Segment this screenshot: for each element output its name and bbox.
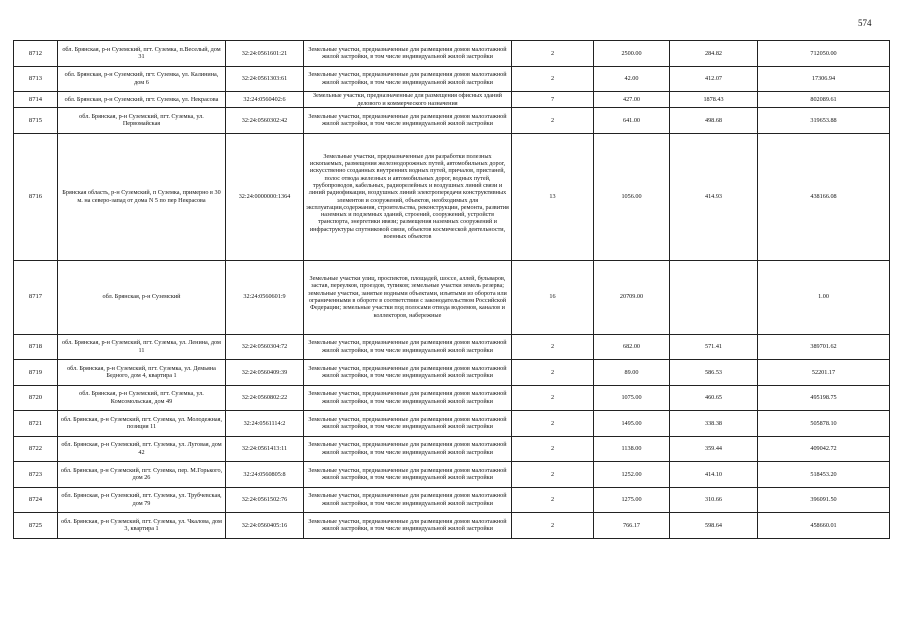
- group-cell: 2: [512, 385, 594, 411]
- rate-cell: 598.64: [670, 513, 758, 539]
- address-cell: обл. Брянская, р-н Суземский, пгт. Суземка, ул. Некрасова: [58, 92, 226, 108]
- row-number: 8724: [14, 487, 58, 513]
- table-row: [14, 385, 890, 411]
- area-cell: 2500.00: [594, 41, 670, 67]
- area-cell: 641.00: [594, 108, 670, 134]
- address-cell: обл. Брянская, р-н Суземский, пгт. Суземка, ул. Комсомольская, дом 49: [58, 385, 226, 411]
- rate-cell: 1878.43: [670, 92, 758, 108]
- table-row: [14, 360, 890, 386]
- land-use-cell: Земельные участки улиц, проспектов, площадей, шоссе, аллей, бульваров, застав, переулков, проездов, тупиков; земельные участки земель резерва; земельные участки, занятые водными объектами, изъятыми из оборота или ограниченными в обороте в соответствии с законодательством Российской Федерации; земельные участки под полосами отвода водоемов, каналов и коллекторов, набережные: [304, 260, 512, 334]
- table-row: [14, 462, 890, 488]
- land-use-cell: Земельные участки, предназначенные для размещения домов малоэтажной жилой застройки, в том числе индивидуальной жилой застройки: [304, 436, 512, 462]
- area-cell: 682.00: [594, 334, 670, 360]
- land-use-cell: Земельные участки, предназначенные для размещения домов малоэтажной жилой застройки, в том числе индивидуальной жилой застройки: [304, 41, 512, 67]
- land-use-cell: Земельные участки, предназначенные для размещения домов малоэтажной жилой застройки, в том числе индивидуальной жилой застройки: [304, 66, 512, 92]
- cadastral-number-cell: 32:24:0560805:8: [226, 462, 304, 488]
- cadastral-number-cell: 32:24:0560402:6: [226, 92, 304, 108]
- group-cell: 2: [512, 66, 594, 92]
- address-cell: обл. Брянская, р-н Суземский, пгт. Суземка, ул. Трубчевская, дом 79: [58, 487, 226, 513]
- table-row: [14, 436, 890, 462]
- group-cell: 2: [512, 436, 594, 462]
- page-number: 574: [858, 18, 872, 28]
- rate-cell: 310.66: [670, 487, 758, 513]
- cadastral-number-cell: 32:24:0000000:1364: [226, 133, 304, 260]
- area-cell: 89.00: [594, 360, 670, 386]
- address-cell: обл. Брянская, р-н Суземский, пгт. Суземка, ул. Луговая, дом 42: [58, 436, 226, 462]
- group-cell: 2: [512, 462, 594, 488]
- address-cell: Брянская область, р-н Суземский, п Суземка, примерно в 30 м. на северо-запад от дома N 5 по пер Некрасова: [58, 133, 226, 260]
- address-cell: обл. Брянская, р-н Суземский, пгт. Суземка, п.Веселый, дом 31: [58, 41, 226, 67]
- address-cell: обл. Брянская, р-н Суземский, пгт. Суземка, ул. Первомайская: [58, 108, 226, 134]
- cadastral-value-cell: 319653.88: [758, 108, 890, 134]
- row-number: 8720: [14, 385, 58, 411]
- rate-cell: 414.93: [670, 133, 758, 260]
- cadastral-value-cell: 712050.00: [758, 41, 890, 67]
- table-row: [14, 487, 890, 513]
- cadastral-number-cell: 32:24:0560409:39: [226, 360, 304, 386]
- group-cell: 2: [512, 41, 594, 67]
- land-use-cell: Земельные участки, предназначенные для размещения домов малоэтажной жилой застройки, в том числе индивидуальной жилой застройки: [304, 487, 512, 513]
- land-use-cell: Земельные участки, предназначенные для размещения домов малоэтажной жилой застройки, в том числе индивидуальной жилой застройки: [304, 385, 512, 411]
- row-number: 8712: [14, 41, 58, 67]
- table-row: [14, 41, 890, 67]
- rate-cell: 460.65: [670, 385, 758, 411]
- rate-cell: 359.44: [670, 436, 758, 462]
- cadastral-value-cell: 518453.20: [758, 462, 890, 488]
- land-use-cell: Земельные участки, предназначенные для размещения домов малоэтажной жилой застройки, в том числе индивидуальной жилой застройки: [304, 462, 512, 488]
- table-row: [14, 108, 890, 134]
- table-row: [14, 133, 890, 260]
- cadastral-value-cell: 495198.75: [758, 385, 890, 411]
- area-cell: 1138.00: [594, 436, 670, 462]
- row-number: 8715: [14, 108, 58, 134]
- area-cell: 20709.00: [594, 260, 670, 334]
- cadastral-number-cell: 32:24:0561303:61: [226, 66, 304, 92]
- row-number: 8725: [14, 513, 58, 539]
- area-cell: 1252.00: [594, 462, 670, 488]
- cadastral-number-cell: 32:24:0560405:16: [226, 513, 304, 539]
- table-row: [14, 66, 890, 92]
- area-cell: 766.17: [594, 513, 670, 539]
- land-use-cell: Земельные участки, предназначенные для размещения домов малоэтажной жилой застройки, в том числе индивидуальной жилой застройки: [304, 108, 512, 134]
- address-cell: обл. Брянская, р-н Суземский, пгт. Суземка, ул. Демьяна Бедного, дом 4, квартира 1: [58, 360, 226, 386]
- group-cell: 2: [512, 334, 594, 360]
- table-row: [14, 260, 890, 334]
- address-cell: обл. Брянская, р-н Суземский, пгт. Суземка, пер. М.Горького, дом 26: [58, 462, 226, 488]
- cadastral-value-cell: 505878.10: [758, 411, 890, 437]
- cadastral-number-cell: 32:24:0560601:9: [226, 260, 304, 334]
- cadastral-number-cell: 32:24:0561601:21: [226, 41, 304, 67]
- group-cell: 2: [512, 360, 594, 386]
- area-cell: 42.00: [594, 66, 670, 92]
- row-number: 8717: [14, 260, 58, 334]
- cadastral-value-cell: 409042.72: [758, 436, 890, 462]
- table-row: [14, 513, 890, 539]
- address-cell: обл. Брянская, р-н Суземский: [58, 260, 226, 334]
- rate-cell: 284.82: [670, 41, 758, 67]
- land-use-cell: Земельные участки, предназначенные для размещения офисных зданий делового и коммерческого назначения: [304, 92, 512, 108]
- row-number: 8718: [14, 334, 58, 360]
- land-use-cell: Земельные участки, предназначенные для размещения домов малоэтажной жилой застройки, в том числе индивидуальной жилой застройки: [304, 334, 512, 360]
- cadastral-value-cell: 458660.01: [758, 513, 890, 539]
- row-number: 8713: [14, 66, 58, 92]
- cadastral-value-cell: 438166.08: [758, 133, 890, 260]
- rate-cell: [670, 260, 758, 334]
- address-cell: обл. Брянская, р-н Суземский, пгт. Суземка, ул. Молодежная, позиция 11: [58, 411, 226, 437]
- area-cell: 1075.00: [594, 385, 670, 411]
- area-cell: 1056.00: [594, 133, 670, 260]
- group-cell: 7: [512, 92, 594, 108]
- group-cell: 2: [512, 513, 594, 539]
- land-registry-table: [13, 40, 890, 539]
- area-cell: 1275.00: [594, 487, 670, 513]
- land-use-cell: Земельные участки, предназначенные для размещения домов малоэтажной жилой застройки, в том числе индивидуальной жилой застройки: [304, 411, 512, 437]
- table-row: [14, 411, 890, 437]
- cadastral-value-cell: 802089.61: [758, 92, 890, 108]
- cadastral-number-cell: 32:24:0560304:72: [226, 334, 304, 360]
- rate-cell: 498.68: [670, 108, 758, 134]
- row-number: 8722: [14, 436, 58, 462]
- rate-cell: 338.38: [670, 411, 758, 437]
- cadastral-value-cell: 1.00: [758, 260, 890, 334]
- row-number: 8714: [14, 92, 58, 108]
- rate-cell: 571.41: [670, 334, 758, 360]
- area-cell: 1495.00: [594, 411, 670, 437]
- cadastral-number-cell: 32:24:0561413:11: [226, 436, 304, 462]
- cadastral-number-cell: 32:24:0561114:2: [226, 411, 304, 437]
- cadastral-value-cell: 396091.50: [758, 487, 890, 513]
- rate-cell: 414.10: [670, 462, 758, 488]
- land-use-cell: Земельные участки, предназначенные для размещения домов малоэтажной жилой застройки, в том числе индивидуальной жилой застройки: [304, 360, 512, 386]
- table-row: [14, 334, 890, 360]
- group-cell: 2: [512, 487, 594, 513]
- group-cell: 13: [512, 133, 594, 260]
- cadastral-number-cell: 32:24:0560302:42: [226, 108, 304, 134]
- land-use-cell: Земельные участки, предназначенные для разработки полезных ископаемых, размещения железнодорожных путей, автомобильных дорог, искусственно созданных внутренних водных путей, причалов, пристаней, полос отвода железных и автомобильных дорог, водных путей, трубопроводов, кабельных, радиорелейных и воздушных линий связи и линий радиофикации, воздушных линий электропередачи конструктивных элементов и сооружений, объектов, необходимых для эксплуатации,содержания, строительства, реконструкции, ремонта, развития наземных и подземных зданий, строений, сооружений, устройств транспорта, энергетики ивязи; размещения наземных сооружений и инфраструктуры спутниковой связи, объектов космической деятельности, военных объектов: [304, 133, 512, 260]
- cadastral-number-cell: 32:24:0560802:22: [226, 385, 304, 411]
- row-number: 8721: [14, 411, 58, 437]
- group-cell: 2: [512, 108, 594, 134]
- address-cell: обл. Брянская, р-н Суземский, пгт. Суземка, ул. Калинина, дом 6: [58, 66, 226, 92]
- table-row: [14, 92, 890, 108]
- address-cell: обл. Брянская, р-н Суземский, пгт. Суземка, ул. Чкалова, дом 3, квартира 1: [58, 513, 226, 539]
- group-cell: 2: [512, 411, 594, 437]
- area-cell: 427.00: [594, 92, 670, 108]
- cadastral-value-cell: 52201.17: [758, 360, 890, 386]
- group-cell: 16: [512, 260, 594, 334]
- rate-cell: 412.07: [670, 66, 758, 92]
- cadastral-value-cell: 389701.62: [758, 334, 890, 360]
- land-use-cell: Земельные участки, предназначенные для размещения домов малоэтажной жилой застройки, в том числе индивидуальной жилой застройки: [304, 513, 512, 539]
- address-cell: обл. Брянская, р-н Суземский, пгт. Суземка, ул. Ленина, дом 11: [58, 334, 226, 360]
- cadastral-number-cell: 32:24:0561502:76: [226, 487, 304, 513]
- cadastral-value-cell: 17306.94: [758, 66, 890, 92]
- rate-cell: 586.53: [670, 360, 758, 386]
- row-number: 8723: [14, 462, 58, 488]
- row-number: 8716: [14, 133, 58, 260]
- row-number: 8719: [14, 360, 58, 386]
